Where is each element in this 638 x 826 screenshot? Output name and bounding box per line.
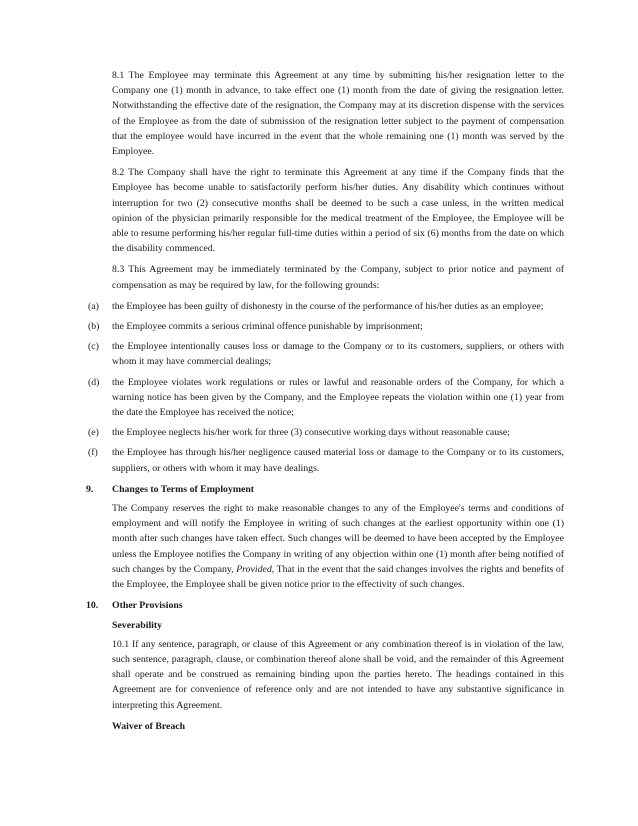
section-title: Changes to Terms of Employment [112, 483, 255, 495]
list-item-label: (d) [88, 376, 100, 388]
section-number: 10. [86, 600, 99, 612]
clause-8-2: 8.2 The Company shall have the right to terminate this Agreement at any time if the Company finds that the Employee has become unable to satisfactorily perform his/her duties. Any disability which continues without interruption for two (2) consecutive months shall be deemed to be such a case unless, in the written medical opinion of the physician primarily responsible for the medical treatment of the Employee, the Employee will be able to resume performing his/her regular full-time duties within a period of six (6) months from the date on which the disability commenced. [112, 167, 564, 255]
section-heading-10 [86, 598, 564, 613]
clause-8-1: 8.1 The Employee may terminate this Agreement at any time by submitting his/her resignation letter to the Company one (1) month in advance, to take effect one (1) month from the date of giving the resignation letter. Notwithstanding the effective date of the resignation, the Company may at its discretion dispense with the services of the Employee as from the date of submission of the resignation letter subject to the payment of compensation that the employee would have incurred in the event that the whole remaining one (1) month was served by the Employee. [112, 70, 564, 158]
list-item-text: the Employee commits a serious criminal offence punishable by imprisonment; [112, 321, 423, 333]
section-number: 9. [86, 483, 94, 495]
subheading-severability: Severability [112, 619, 163, 631]
list-item [88, 319, 564, 334]
list-item [88, 375, 564, 421]
list-item-text: the Employee neglects his/her work for three (3) consecutive working days without reasonable cause; [112, 427, 511, 439]
section-heading-9 [86, 482, 564, 497]
list-item-label: (e) [88, 427, 99, 439]
list-item-label: (a) [88, 300, 99, 312]
clause-8-3: 8.3 This Agreement may be immediately terminated by the Company, subject to prior notice and payment of compensation as may be required by law, for the following grounds: [112, 264, 564, 291]
list-item [88, 425, 564, 440]
list-item-label: (f) [88, 447, 98, 459]
subheading-waiver-of-breach: Waiver of Breach [112, 720, 186, 732]
section-9-body-part2: , That in the event that the said changes involves the rights and benefits of the Employee, the Employee shall be given notice prior to the effectivity of such changes. [112, 563, 564, 591]
section-9-body [112, 501, 564, 592]
list-item-text: the Employee has through his/her negligence caused material loss or damage to the Company or to its customers, suppliers, or others with whom it may have dealings. [112, 447, 564, 474]
list-item-text: the Employee violates work regulations or rules or lawful and reasonable orders of the Company, for which a warning notice has been given by the Company, and the Employee repeats the violation within one (1) year from the date the Employee has received the notice; [112, 376, 564, 419]
section-9-body-part1: The Company reserves the right to make reasonable changes to any of the Employee's terms and conditions of employment and will notify the Employee in writing of such changes at the earliest opportunity within one (1) month after such changes have taken effect. Such changes will be deemed to have been accepted by the Employee unless the Employee notifies the Company in writing of any objection within one (1) month after being notified of such changes by the Company, [112, 503, 564, 575]
list-item [88, 445, 564, 475]
clause-10-1: 10.1 If any sentence, paragraph, or clause of this Agreement or any combination thereof is in violation of the law, such sentence, paragraph, clause, or combination thereof alone shall be void, and the remainder of this Agreement shall operate and be construed as remaining binding upon the parties hereto. The headings contained in this Agreement are for convenience of reference only and are not intended to have any substantive significance in interpreting this Agreement. [112, 638, 564, 711]
section-title: Other Provisions [112, 600, 183, 612]
list-item [88, 299, 564, 314]
list-item-label: (c) [88, 341, 99, 353]
list-item-text: the Employee intentionally causes loss or damage to the Company or to its customers, suppliers, or others with whom it may have commercial dealings; [112, 341, 564, 368]
section-9-body-italic: Provided [236, 563, 272, 575]
list-item-text: the Employee has been guilty of dishonesty in the course of the performance of his/her duties as an employee; [112, 300, 544, 312]
list-item [88, 339, 564, 369]
list-item-label: (b) [88, 321, 100, 333]
